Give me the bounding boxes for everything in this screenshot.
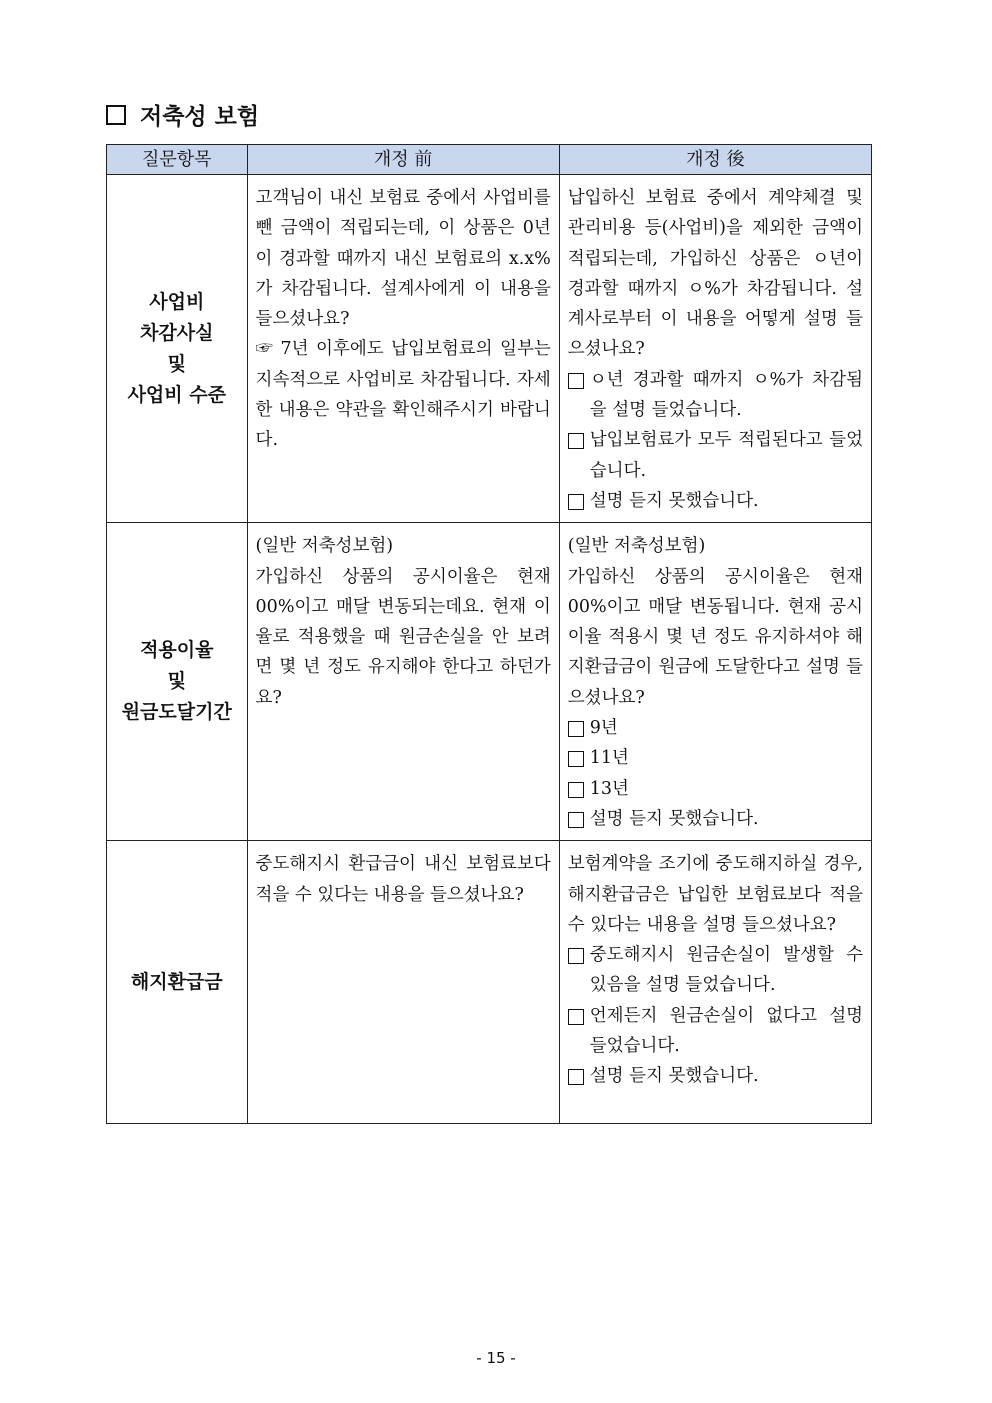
- answer-option[interactable]: [568, 940, 863, 1001]
- answer-option[interactable]: [568, 1001, 863, 1062]
- before-cell: [247, 175, 559, 523]
- option-label: 11년: [589, 748, 629, 769]
- survey-table: [106, 144, 872, 1124]
- item-line: 사업비 수준: [127, 383, 226, 406]
- before-note: ☞ 7년 이후에도 납입보험료의 일부는 지속적으로 사업비로 차감됩니다. 자세한 내용은 약관을 확인해주시기 바랍니다.: [255, 339, 551, 451]
- answer-option[interactable]: [568, 713, 863, 743]
- checkbox-icon[interactable]: [568, 1009, 584, 1025]
- checkbox-icon[interactable]: [568, 751, 584, 767]
- checkbox-icon[interactable]: [568, 948, 584, 964]
- answer-option[interactable]: [568, 365, 863, 426]
- option-label: 설명 듣지 못했습니다.: [589, 808, 759, 829]
- option-label: 언제든지 원금손실이 없다고 설명 들었습니다.: [589, 1005, 863, 1057]
- table-row: [107, 523, 872, 841]
- answer-option[interactable]: [568, 774, 863, 804]
- before-text: 가입하신 상품의 공시이율은 현재 00%이고 매달 변동되는데요. 현재 이율로 적용했을 때 원금손실을 안 보려면 몇 년 정도 유지해야 한다고 하던가요?: [255, 566, 551, 708]
- header-before: 개정 前: [247, 145, 559, 175]
- option-label: 설명 듣지 못했습니다.: [589, 490, 759, 511]
- header-after: 개정 後: [559, 145, 871, 175]
- answer-option[interactable]: [568, 486, 863, 516]
- item-line: 및: [167, 352, 186, 375]
- option-label: 9년: [589, 718, 618, 739]
- after-text: 납입하신 보험료 중에서 계약체결 및 관리비용 등(사업비)을 제외한 금액이 적립되는데, 가입하신 상품은 ㅇ년이 경과할 때까지 ㅇ%가 차감됩니다. 설계사로부터 이 내용을 어떻게 설명 들으셨나요?: [567, 188, 863, 360]
- option-label: ㅇ년 경과할 때까지 ㅇ%가 차감됨을 설명 들었습니다.: [589, 369, 863, 421]
- question-item: [107, 175, 248, 523]
- table-header-row: [107, 145, 872, 175]
- section-title: 저축성 보험: [140, 103, 260, 130]
- checkbox-icon[interactable]: [568, 812, 584, 828]
- option-label: 13년: [589, 778, 629, 799]
- item-line: 차감사실: [140, 321, 214, 344]
- item-line: 및: [167, 670, 186, 693]
- before-text: 중도해지시 환급금이 내신 보험료보다 적을 수 있다는 내용을 들으셨나요?: [255, 854, 551, 905]
- page-number: - 15 -: [476, 1349, 516, 1367]
- answer-option[interactable]: [568, 425, 863, 486]
- header-question-item: 질문항목: [107, 145, 248, 175]
- item-line: 사업비: [149, 290, 205, 313]
- question-item: [107, 523, 248, 841]
- question-item: [107, 841, 248, 1124]
- checkbox-icon[interactable]: [568, 373, 584, 389]
- before-subtitle: (일반 저축성보험): [255, 536, 394, 557]
- after-text: 가입하신 상품의 공시이율은 현재 00%이고 매달 변동됩니다. 현재 공시이율 적용시 몇 년 정도 유지하셔야 해지환급금이 원금에 도달한다고 설명 들으셨나요?: [567, 566, 863, 708]
- after-cell: [559, 523, 871, 841]
- checkbox-icon[interactable]: [568, 1069, 584, 1085]
- checkbox-square-icon: [106, 105, 126, 125]
- item-line: 해지환급금: [130, 970, 223, 993]
- checkbox-icon[interactable]: [568, 721, 584, 737]
- after-subtitle: (일반 저축성보험): [567, 536, 706, 557]
- option-label: 납입보험료가 모두 적립된다고 들었습니다.: [589, 430, 863, 481]
- after-cell: [559, 841, 871, 1124]
- item-line: 적용이율: [140, 639, 214, 662]
- answer-option[interactable]: [568, 743, 863, 773]
- checkbox-icon[interactable]: [568, 433, 584, 449]
- item-line: 원금도달기간: [121, 701, 232, 724]
- answer-option[interactable]: [568, 804, 863, 834]
- before-text: 고객님이 내신 보험료 중에서 사업비를 뺀 금액이 적립되는데, 이 상품은 0년이 경과할 때까지 내신 보험료의 x.x%가 차감됩니다. 설계사에게 이 내용을 들으셨나요?: [255, 188, 551, 330]
- after-text: 보험계약을 조기에 중도해지하실 경우, 해지환급금은 납입한 보험료보다 적을 수 있다는 내용을 설명 들으셨나요?: [567, 854, 863, 935]
- table-row: [107, 175, 872, 523]
- after-cell: [559, 175, 871, 523]
- checkbox-icon[interactable]: [568, 782, 584, 798]
- option-label: 설명 듣지 못했습니다.: [589, 1066, 759, 1087]
- before-cell: [247, 841, 559, 1124]
- section-heading: [106, 98, 259, 131]
- option-label: 중도해지시 원금손실이 발생할 수 있음을 설명 들었습니다.: [589, 945, 863, 996]
- before-cell: [247, 523, 559, 841]
- answer-option[interactable]: [568, 1061, 863, 1091]
- table-row: [107, 841, 872, 1124]
- checkbox-icon[interactable]: [568, 494, 584, 510]
